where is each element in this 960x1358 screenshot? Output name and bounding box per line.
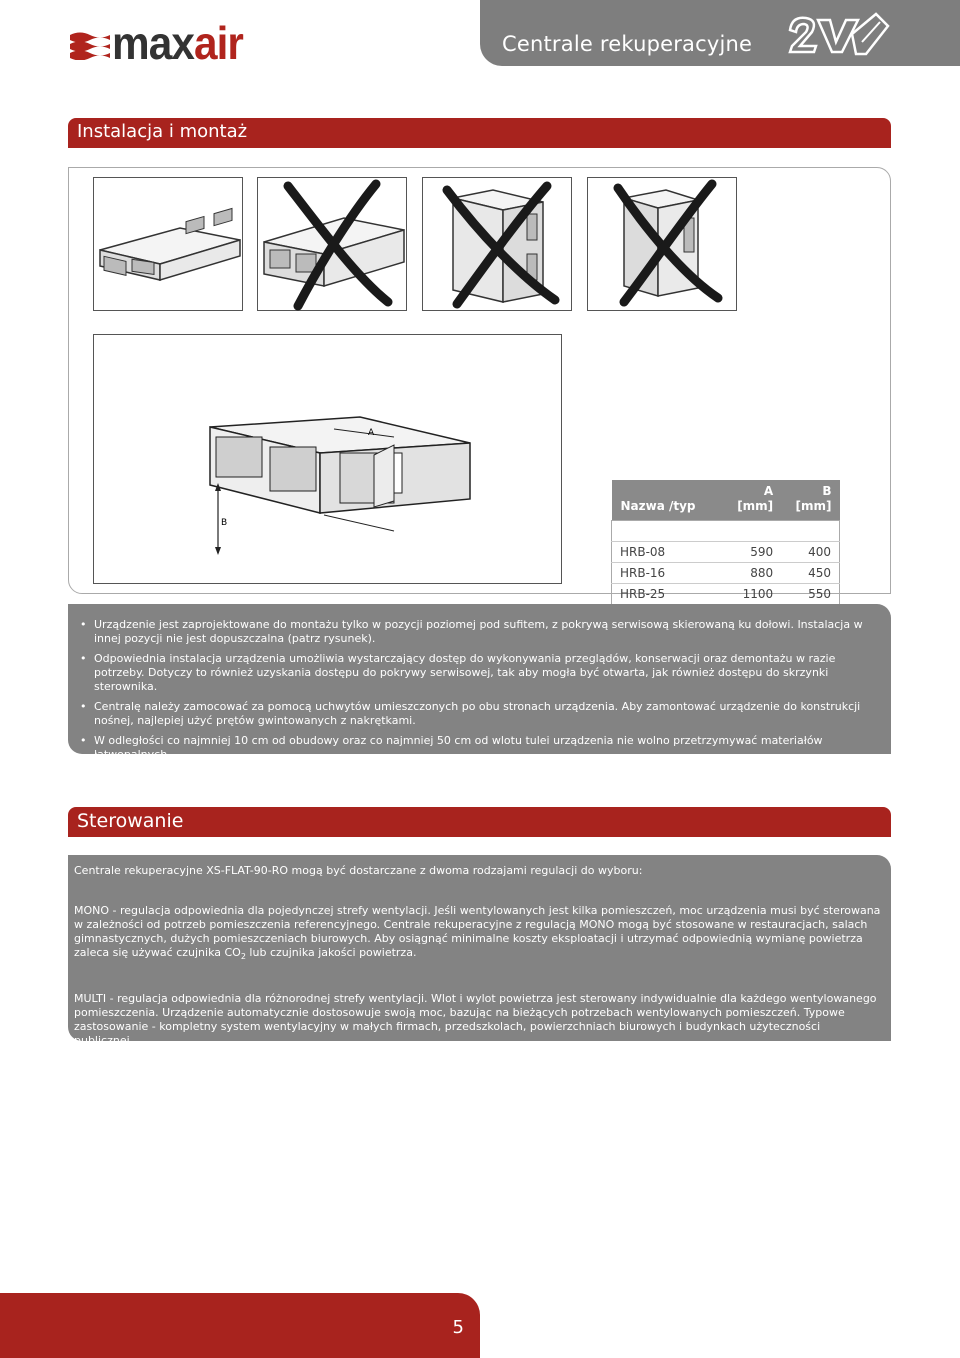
section-title: Instalacja i montaż: [77, 121, 248, 142]
control-intro: Centrale rekuperacyjne XS-FLAT-90-RO mogą być dostarczane z dwoma rodzajami regulacji do wyboru:: [74, 864, 643, 877]
table-row: HRB-16 880 450: [612, 563, 840, 584]
page-header-title: Centrale rekuperacyjne: [502, 32, 753, 56]
list-item: • Centralę należy zamocować za pomocą uchwytów umieszczonych po obu stronach urządzenia. Aby zamontować urządzenie do konstrukcji nośnej, najlepiej użyć prętów gwintowanych z nakrętkami.: [80, 700, 875, 728]
control-panel: [68, 855, 891, 1048]
table-header-row: [612, 480, 840, 521]
list-item: • W odległości co najmniej 10 cm od obudowy oraz co najmniej 50 cm od wlotu tulei urządzenia nie wolno przetrzymywać materiałów łatwopalnych.: [80, 734, 875, 762]
orientation-correct-image: [93, 177, 243, 311]
section-header-control: [68, 807, 891, 837]
dimensions-table: [611, 480, 840, 605]
list-item: • Odpowiednia instalacja urządzenia umożliwia wystarczający dostęp do wykonywania przeglądów, konserwacji oraz demontażu w razie potrzeby. Dotyczy to również uzyskania dostępu do pokrywy serwisowej, tak aby mogła być otwarta, jak również dostępu do skrzynki sterownika.: [80, 652, 875, 694]
control-mono: MONO - regulacja odpowiednia dla pojedynczej strefy wentylacji. Jeśli wentylowanych jest kilka pomieszczeń, moc urządzenia musi być sterowana w zależności od potrzeb pomieszczenia referencyjnego. Centrale rekuperacyjne z regulacją MONO mogą być stosowane w restauracjach, salach gimnastycznych, dużych pomieszczeniach biurowych. Aby osiągnąć minimalne koszty eksploatacji i utrzymać odpowiednią wymianę powietrza zaleca się używać czujnika $CO_2$ lub czujnika jakości powietrza.: [74, 904, 881, 962]
installation-figure-box: [68, 167, 891, 601]
orientation-wrong-image-1: [257, 177, 407, 311]
maxair-logo: [68, 17, 268, 70]
list-item: • Urządzenie jest zaprojektowane do montażu tylko w pozycji poziomej pod sufitem, z pokrywą serwisową skierowaną ku dołowi. Instalacja w innej pozycji nie jest dopuszczalna (patrz rysunek).: [80, 618, 875, 646]
dimension-drawing: [93, 334, 562, 584]
header-name: Nazwa /typ: [620, 499, 696, 513]
control-multi: MULTI - regulacja odpowiednia dla różnorodnej strefy wentylacji. Wlot i wylot powietrza jest sterowany indywidualnie dla każdego wentylowanego pomieszczenia. Urządzenie automatycznie dostosowuje swoją moc, bazując na bieżących potrzebach wentylowanych pomieszczeń. Typowe zastosowanie - kompletny system wentylacyjny w małych firmach, przedszkolach, powierzchniach biurowych i budynkach użyteczności publicznej.: [74, 992, 877, 1048]
header-a: A [mm]: [737, 484, 774, 513]
installation-notes-panel: [68, 604, 891, 761]
page-number: 5: [452, 1317, 464, 1338]
header-tab: [480, 0, 960, 66]
2vv-logo-icon: [786, 12, 892, 58]
section-header-installation: [68, 118, 891, 148]
orientation-wrong-image-3: [587, 177, 737, 311]
logo-waves-icon: [68, 30, 110, 60]
table-row: HRB-08 590 400: [612, 542, 840, 563]
logo-wordmark: maxair: [112, 17, 243, 69]
footer-tab: [0, 1293, 480, 1358]
section-title: Sterowanie: [77, 810, 184, 832]
dimension-label-b: B: [221, 518, 228, 528]
dimension-label-a: A: [368, 428, 375, 438]
header-b: B [mm]: [795, 484, 832, 513]
table-row: HRB-25 1100 550: [612, 584, 840, 605]
orientation-wrong-image-2: [422, 177, 572, 311]
